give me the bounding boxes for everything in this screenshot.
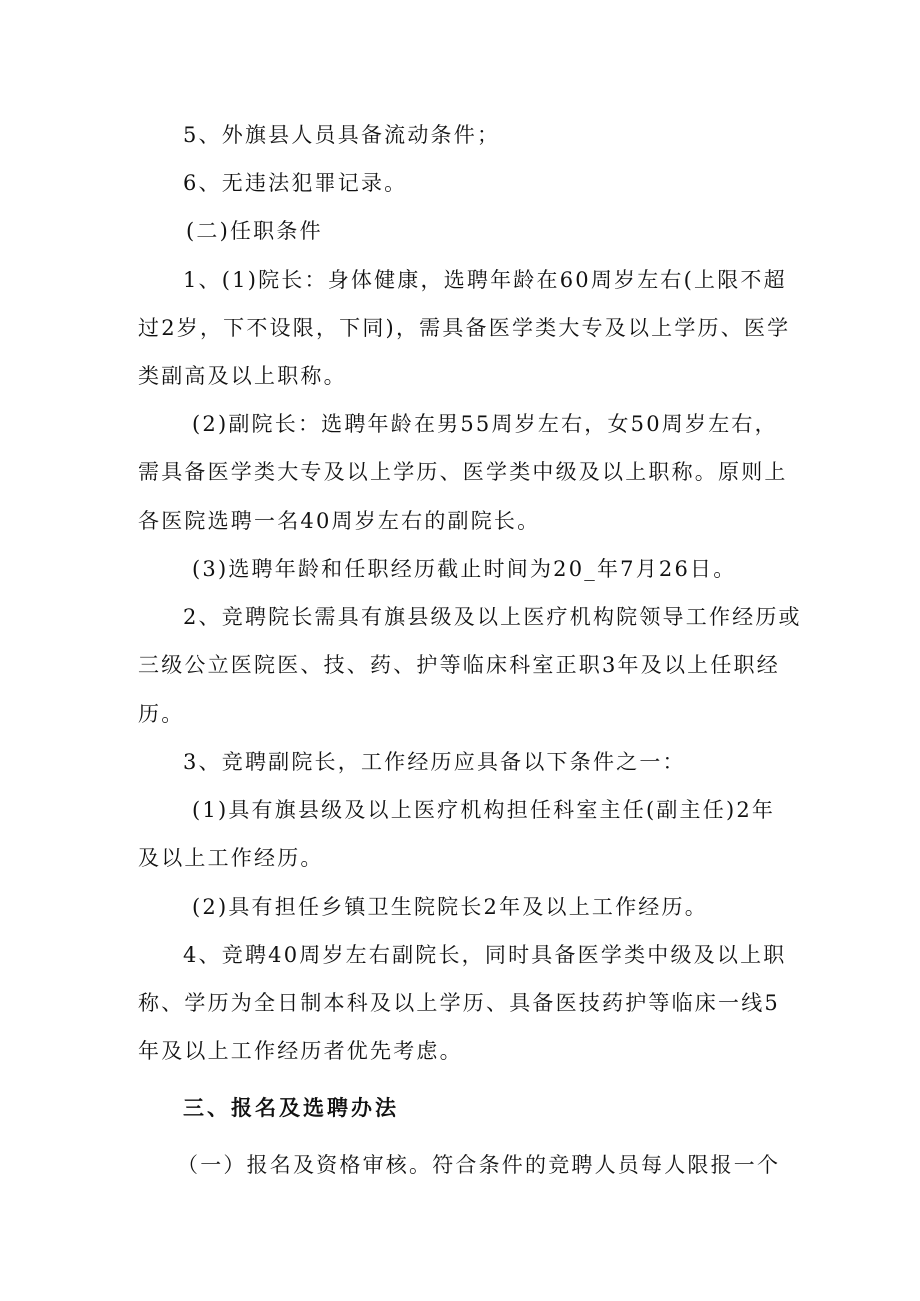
- paragraph-line: (2)副院长：选聘年龄在男55周岁左右，女50周岁左右，: [192, 412, 778, 436]
- paragraph-line: 及以上工作经历。: [138, 846, 324, 870]
- paragraph-line: 6、无违法犯罪记录。: [183, 171, 408, 195]
- paragraph-line: 4、竞聘40周岁左右副院长，同时具备医学类中级及以上职: [183, 943, 787, 967]
- paragraph-line: 年及以上工作经历者优先考虑。: [138, 1039, 463, 1063]
- paragraph-line: 三级公立医院医、技、药、护等临床科室正职3年及以上任职经: [138, 653, 780, 677]
- paragraph-line: 2、竞聘院长需具有旗县级及以上医疗机构院领导工作经历或: [183, 605, 802, 629]
- paragraph-line: 过2岁，下不设限，下同)，需具备医学类大专及以上学历、医学: [138, 316, 791, 340]
- paragraph-line: 类副高及以上职称。: [138, 364, 347, 388]
- paragraph-line: 需具备医学类大专及以上学历、医学类中级及以上职称。原则上: [138, 460, 788, 484]
- section-subtitle: (二)任职条件: [186, 219, 323, 243]
- paragraph-line: 称、学历为全日制本科及以上学历、具备医技药护等临床一线5: [138, 991, 780, 1015]
- paragraph-line: (2)具有担任乡镇卫生院院长2年及以上工作经历。: [192, 895, 708, 919]
- paragraph-line: 历。: [138, 702, 185, 726]
- paragraph-line: 5、外旗县人员具备流动条件；: [183, 123, 501, 147]
- paragraph-line: (1)具有旗县级及以上医疗机构担任科室主任(副主任)2年: [192, 798, 776, 822]
- paragraph-line: 1、(1)院长：身体健康，选聘年龄在60周岁左右(上限不超: [183, 268, 787, 292]
- paragraph-line: （一）报名及资格审核。符合条件的竞聘人员每人限报一个: [177, 1153, 781, 1177]
- paragraph-line: 各医院选聘一名40周岁左右的副院长。: [138, 509, 541, 533]
- paragraph-line: (3)选聘年龄和任职经历截止时间为20_年7月26日。: [192, 557, 737, 581]
- section-heading: 三、报名及选聘办法: [183, 1095, 399, 1120]
- paragraph-line: 3、竞聘副院长，工作经历应具备以下条件之一：: [183, 750, 686, 774]
